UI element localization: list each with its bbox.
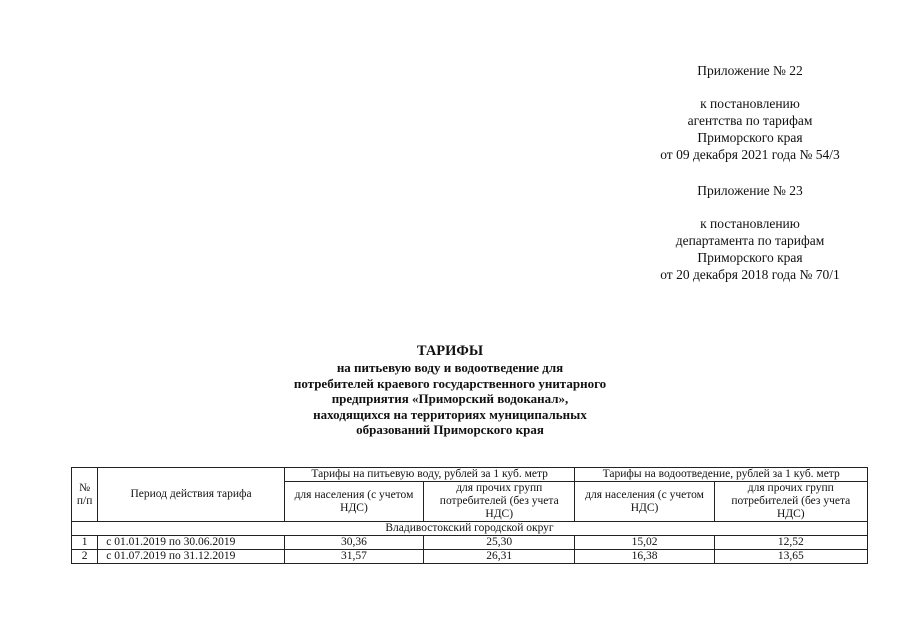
appendix-22-line: к постановлению: [700, 96, 800, 111]
appendix-22-line: Приморского края: [697, 130, 803, 145]
appendix-22-block: [635, 62, 865, 163]
header-water-population: для населения (с учетом НДС): [284, 482, 423, 522]
region-row: [72, 522, 868, 536]
appendix-23-line: от 20 декабря 2018 года № 70/1: [660, 267, 840, 282]
header-water-group: Тарифы на питьевую воду, рублей за 1 куб. метр: [284, 468, 575, 482]
heading-line: потребителей краевого государственного унитарного: [293, 375, 607, 391]
appendix-23-line: Приморского края: [697, 250, 803, 265]
appendix-22-title: Приложение № 22: [697, 63, 803, 78]
cell-water-other: 25,30: [424, 536, 575, 550]
header-water-other: для прочих групп потребителей (без учета НДС): [424, 482, 575, 522]
table-row: [72, 550, 868, 564]
cell-num: 2: [72, 550, 98, 564]
cell-water-other: 26,31: [424, 550, 575, 564]
header-sewer-population: для населения (с учетом НДС): [575, 482, 714, 522]
header-period: Период действия тарифа: [98, 468, 285, 522]
cell-sewer-other: 12,52: [714, 536, 867, 550]
heading-title: ТАРИФЫ: [416, 343, 484, 359]
cell-water-population: 30,36: [284, 536, 423, 550]
cell-water-population: 31,57: [284, 550, 423, 564]
cell-num: 1: [72, 536, 98, 550]
heading-line: предприятия «Приморский водоканал»,: [331, 391, 569, 406]
cell-period: с 01.07.2019 по 31.12.2019: [98, 550, 285, 564]
document-heading: [240, 343, 660, 438]
heading-line: на питьевую воду и водоотведение для: [336, 360, 564, 375]
tariffs-table: [71, 467, 868, 564]
appendix-23-line: к постановлению: [700, 216, 800, 231]
cell-sewer-other: 13,65: [714, 550, 867, 564]
cell-sewer-population: 15,02: [575, 536, 714, 550]
appendix-22-line: от 09 декабря 2021 года № 54/3: [660, 147, 840, 162]
heading-line: образований Приморского края: [356, 422, 544, 437]
header-sewer-other: для прочих групп потребителей (без учета НДС): [714, 482, 867, 522]
appendix-23-block: [635, 182, 865, 283]
region-label: Владивостокский городской округ: [72, 522, 868, 536]
table-row: [72, 536, 868, 550]
header-num: № п/п: [72, 468, 98, 522]
cell-period: с 01.01.2019 по 30.06.2019: [98, 536, 285, 550]
appendix-23-title: Приложение № 23: [697, 183, 803, 198]
cell-sewer-population: 16,38: [575, 550, 714, 564]
appendix-23-line: департамента по тарифам: [675, 233, 825, 248]
header-sewer-group: Тарифы на водоотведение, рублей за 1 куб. метр: [575, 468, 868, 482]
appendix-22-line: агентства по тарифам: [687, 113, 813, 128]
table-header-row: [72, 468, 868, 482]
heading-line: находящихся на территориях муниципальных: [313, 406, 587, 422]
